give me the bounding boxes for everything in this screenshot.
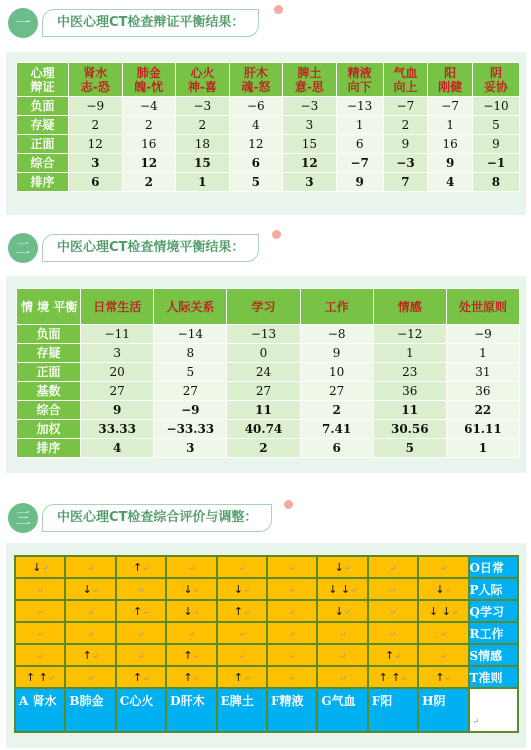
table-cell: 20 [81,363,154,382]
table-cell: 8 [472,173,519,192]
section-number-badge: 二 [8,233,38,263]
up-arrow-icon: ↑ [435,671,445,684]
down-arrow-icon: ↓ [435,583,445,596]
table-cell: 12 [122,154,176,173]
paragraph-mark: ↵ [137,630,145,639]
table-cell: −13 [336,97,383,116]
grid-cell [116,578,166,600]
grid-cell [368,578,418,600]
paragraph-mark: ↵ [36,652,44,661]
row-label: 存疑 [17,344,81,363]
paragraph-mark: ↵ [472,717,480,726]
table-cell: 2 [227,439,300,458]
grid-cell [217,644,267,666]
column-header: 人际关系 [154,289,227,325]
table-cell: −6 [229,97,283,116]
column-header-line: 阴 [489,65,502,80]
adjustment-grid [14,555,519,733]
paragraph-mark: ↵ [243,608,250,617]
table-cell: 15 [283,135,337,154]
grid-cell [65,556,115,578]
table-cell: −12 [373,325,446,344]
column-header [336,63,383,97]
grid-cell [267,600,317,622]
column-label: D肝木 [166,688,216,732]
column-label: E脾土 [217,688,267,732]
paragraph-mark: ↵ [339,674,346,683]
grid-cell [418,556,468,578]
grid-cell [116,622,166,644]
row-label: 正面 [17,135,69,154]
table-cell: 11 [227,401,300,420]
column-label: G气血 [317,688,367,732]
paragraph-mark: ↵ [142,608,149,617]
paragraph-mark: ↵ [41,564,49,573]
paragraph-mark: ↵ [389,564,397,573]
table-cell: 27 [300,382,373,401]
table-cell: 2 [122,116,176,135]
column-label: H阴 [418,688,468,732]
paragraph-mark: ↵ [36,586,44,595]
table-cell: 23 [373,363,446,382]
grid-cell [15,578,65,600]
down-arrow-icon: ↓ [32,561,42,574]
grid-cell [166,666,216,688]
table-cell: 16 [428,135,473,154]
table-cell: 12 [69,135,123,154]
column-header: 情感 [373,289,446,325]
grid-cell [267,556,317,578]
row-label: 综合 [17,401,81,420]
grid-cell [166,578,216,600]
table-cell: 6 [229,154,283,173]
paragraph-mark: ↵ [188,630,195,639]
grid-cell [418,644,468,666]
paragraph-mark: ↵ [87,608,94,617]
table-cell: −7 [428,97,473,116]
table-cell: 7 [383,173,428,192]
column-header: 工作 [300,289,373,325]
paragraph-mark: ↵ [350,586,357,595]
table-cell: 27 [81,382,154,401]
paragraph-mark: ↵ [450,608,458,617]
grid-cell [166,644,216,666]
table-cell: 2 [69,116,123,135]
column-header [472,63,519,97]
grid-cell [368,644,418,666]
decor-dot [272,230,281,239]
up-arrow-icon: ↑ [233,605,244,618]
grid-cell [65,644,115,666]
table-cell: 9 [472,135,519,154]
paragraph-mark: ↵ [192,652,200,661]
blank-cell [469,688,518,732]
up-arrow-icon: ↑ ↑ [378,671,401,684]
grid-cell [65,600,115,622]
column-label: F精液 [267,688,317,732]
table-cell: 1 [446,344,519,363]
grid-cell [15,556,65,578]
paragraph-mark: ↵ [444,674,452,683]
section-3-panel [6,543,526,748]
down-arrow-icon: ↓ [183,583,193,596]
column-header [122,63,176,97]
row-label: R工作 [469,622,518,644]
table-cell: −9 [446,325,519,344]
paragraph-mark: ↵ [389,608,397,617]
table-cell: 16 [122,135,176,154]
table-cell: 12 [283,154,337,173]
section-title: 中医心理CT检查情境平衡结果： [42,234,259,262]
column-header [69,63,123,97]
balance-table [16,62,520,192]
table-cell: 61.11 [446,420,519,439]
row-label: T准则 [469,666,518,688]
corner-line: 心理 [30,65,55,80]
grid-cell [65,578,115,600]
column-header-line: 魂-怒 [241,79,271,94]
table-cell: 27 [227,382,300,401]
row-label: 排序 [17,173,69,192]
column-label: B肺金 [65,688,115,732]
column-header [176,63,230,97]
table-corner-header [17,63,69,97]
table-cell: 9 [300,344,373,363]
grid-cell [116,666,166,688]
grid-cell [368,622,418,644]
up-arrow-icon: ↑ ↑ [25,671,48,684]
column-label: A 肾水 [15,688,65,732]
grid-cell [267,666,317,688]
grid-cell [217,600,267,622]
table-cell: 5 [154,363,227,382]
grid-cell [116,556,166,578]
up-arrow-icon: ↑ [384,649,395,662]
table-cell: 7.41 [300,420,373,439]
up-arrow-icon: ↑ [233,671,244,684]
column-header-line: 魄-忧 [134,79,164,94]
table-cell: 18 [176,135,230,154]
table-cell: −7 [383,97,428,116]
paragraph-mark: ↵ [47,674,55,683]
grid-cell [166,556,216,578]
up-arrow-icon: ↑ [183,671,193,684]
table-cell: 10 [300,363,373,382]
grid-cell [15,600,65,622]
table-cell: 5 [229,173,283,192]
down-arrow-icon: ↓ [334,561,344,574]
grid-cell [418,622,468,644]
grid-cell [166,600,216,622]
table-cell: 9 [81,401,154,420]
row-label: 负面 [17,97,69,116]
grid-cell [267,578,317,600]
table-cell: 11 [373,401,446,420]
grid-cell [418,666,468,688]
paragraph-mark: ↵ [142,564,149,573]
table-cell: 2 [300,401,373,420]
paragraph-mark: ↵ [243,586,250,595]
grid-cell [65,666,115,688]
column-header: 日常生活 [81,289,154,325]
grid-cell [15,644,65,666]
column-header-line: 肺金 [136,65,161,80]
paragraph-mark: ↵ [439,630,447,639]
table-cell: −9 [154,401,227,420]
grid-cell [317,666,367,688]
paragraph-mark: ↵ [389,586,397,595]
table-cell: −7 [336,154,383,173]
table-cell: 1 [336,116,383,135]
table-cell: −3 [283,97,337,116]
table-cell: 2 [383,116,428,135]
grid-cell [317,622,367,644]
decor-dot [274,5,283,14]
grid-cell [15,622,65,644]
grid-cell [317,556,367,578]
up-arrow-icon: ↑ [82,649,92,662]
grid-cell [217,556,267,578]
table-cell: −33.33 [154,420,227,439]
paragraph-mark: ↵ [238,652,246,661]
down-arrow-icon: ↓ ↓ [328,583,351,596]
row-label: P人际 [469,578,518,600]
column-label: C心火 [116,688,166,732]
paragraph-mark: ↵ [288,630,296,639]
column-header-line: 向下 [347,79,372,94]
grid-cell [15,666,65,688]
corner-line: 辩证 [30,79,55,94]
paragraph-mark: ↵ [339,630,346,639]
grid-cell [368,666,418,688]
paragraph-mark: ↵ [288,608,296,617]
table-cell: 31 [446,363,519,382]
row-label: O日常 [469,556,518,578]
grid-cell [116,644,166,666]
row-label: 基数 [17,382,81,401]
column-header-line: 向上 [393,79,418,94]
down-arrow-icon: ↓ [183,605,193,618]
paragraph-mark: ↵ [238,564,246,573]
table-cell: 4 [81,439,154,458]
paragraph-mark: ↵ [444,586,452,595]
section-number-badge: 三 [8,503,38,533]
table-corner-header: 情 境 平衡 [17,289,81,325]
table-cell: −10 [472,97,519,116]
column-header [383,63,428,97]
row-label: Q学习 [469,600,518,622]
table-cell: 36 [446,382,519,401]
grid-cell [217,578,267,600]
paragraph-mark: ↵ [400,674,408,683]
table-cell: 5 [472,116,519,135]
paragraph-mark: ↵ [288,564,296,573]
paragraph-mark: ↵ [192,586,200,595]
table-cell: −4 [122,97,176,116]
table-cell: −11 [81,325,154,344]
table-cell: 6 [69,173,123,192]
table-cell: 3 [69,154,123,173]
paragraph-mark: ↵ [288,652,296,661]
table-cell: 4 [428,173,473,192]
table-cell: 2 [122,173,176,192]
table-cell: −3 [383,154,428,173]
down-arrow-icon: ↓ ↓ [429,605,451,618]
grid-cell [217,666,267,688]
row-label: 负面 [17,325,81,344]
up-arrow-icon: ↑ [183,649,193,662]
paragraph-mark: ↵ [389,630,397,639]
down-arrow-icon: ↓ [334,605,344,618]
row-label: 加权 [17,420,81,439]
section-number-badge: 一 [8,8,38,38]
table-cell: 4 [229,116,283,135]
column-header-line: 脾土 [297,65,322,80]
column-header [229,63,283,97]
table-cell: 22 [446,401,519,420]
down-arrow-icon: ↓ [82,583,92,596]
table-cell: 8 [154,344,227,363]
paragraph-mark: ↵ [91,652,99,661]
table-cell: 30.56 [373,420,446,439]
grid-cell [317,600,367,622]
column-header-line: 气血 [393,65,418,80]
situation-table [16,288,520,458]
column-header-line: 刚健 [438,79,463,94]
paragraph-mark: ↵ [288,674,296,683]
table-cell: −13 [227,325,300,344]
row-label: 存疑 [17,116,69,135]
table-cell: 3 [283,173,337,192]
section-title: 中医心理CT检查辩证平衡结果： [42,9,259,37]
table-cell: −1 [472,154,519,173]
grid-cell [267,644,317,666]
table-cell: 9 [383,135,428,154]
paragraph-mark: ↵ [192,674,200,683]
paragraph-mark: ↵ [439,564,447,573]
table-cell: 2 [176,116,230,135]
paragraph-mark: ↵ [288,586,296,595]
paragraph-mark: ↵ [87,630,94,639]
column-header-line: 精液 [347,65,372,80]
table-cell: 9 [428,154,473,173]
paragraph-mark: ↵ [87,674,94,683]
paragraph-mark: ↵ [343,564,351,573]
table-cell: 3 [81,344,154,363]
table-cell: −8 [300,325,373,344]
table-cell: 27 [154,382,227,401]
table-cell: 15 [176,154,230,173]
table-cell: 9 [336,173,383,192]
table-cell: 24 [227,363,300,382]
row-label: S情感 [469,644,518,666]
table-cell: 1 [373,344,446,363]
section-2-panel [6,276,526,473]
decor-dot [284,500,293,509]
row-label: 正面 [17,363,81,382]
grid-cell [317,644,367,666]
grid-cell [116,600,166,622]
column-header-line: 神-喜 [187,79,217,94]
table-cell: 33.33 [81,420,154,439]
table-cell: −14 [154,325,227,344]
paragraph-mark: ↵ [339,652,346,661]
paragraph-mark: ↵ [243,674,250,683]
grid-cell [418,578,468,600]
table-cell: 0 [227,344,300,363]
column-header [283,63,337,97]
table-cell: 6 [300,439,373,458]
table-cell: 5 [373,439,446,458]
column-header-line: 肾水 [83,65,108,80]
table-cell: 3 [154,439,227,458]
paragraph-mark: ↵ [137,586,145,595]
grid-cell [267,622,317,644]
up-arrow-icon: ↑ [133,671,143,684]
paragraph-mark: ↵ [439,652,447,661]
column-header-line: 妥协 [483,79,508,94]
row-label: 排序 [17,439,81,458]
table-cell: 36 [373,382,446,401]
table-cell: 1 [176,173,230,192]
column-label: F阳 [368,688,418,732]
paragraph-mark: ↵ [192,608,200,617]
paragraph-mark: ↵ [188,564,195,573]
grid-cell [217,622,267,644]
column-header-line: 心火 [190,65,215,80]
paragraph-mark: ↵ [343,608,351,617]
paragraph-mark: ↵ [238,630,246,639]
table-cell: 6 [336,135,383,154]
paragraph-mark: ↵ [36,630,44,639]
paragraph-mark: ↵ [36,608,44,617]
paragraph-mark: ↵ [137,652,145,661]
row-label: 综合 [17,154,69,173]
grid-cell [368,600,418,622]
grid-cell [317,578,367,600]
column-header [428,63,473,97]
paragraph-mark: ↵ [91,586,99,595]
column-header-line: 肝木 [243,65,268,80]
paragraph-mark: ↵ [394,652,401,661]
down-arrow-icon: ↓ [233,583,244,596]
grid-cell [166,622,216,644]
grid-cell [65,622,115,644]
table-cell: −9 [69,97,123,116]
table-cell: 1 [446,439,519,458]
table-cell: −3 [176,97,230,116]
column-header: 处世原则 [446,289,519,325]
table-cell: 1 [428,116,473,135]
paragraph-mark: ↵ [87,564,94,573]
column-header-line: 意-思 [294,79,324,94]
up-arrow-icon: ↑ [133,561,143,574]
column-header-line: 阳 [444,65,457,80]
grid-cell [418,600,468,622]
paragraph-mark: ↵ [142,674,149,683]
table-cell: 40.74 [227,420,300,439]
table-cell: 3 [283,116,337,135]
section-1-panel [6,52,526,215]
column-header: 学习 [227,289,300,325]
column-header-line: 志-恐 [80,79,110,94]
grid-cell [368,556,418,578]
up-arrow-icon: ↑ [133,605,143,618]
section-title: 中医心理CT检查综合评价与调整： [42,504,272,532]
table-cell: 12 [229,135,283,154]
